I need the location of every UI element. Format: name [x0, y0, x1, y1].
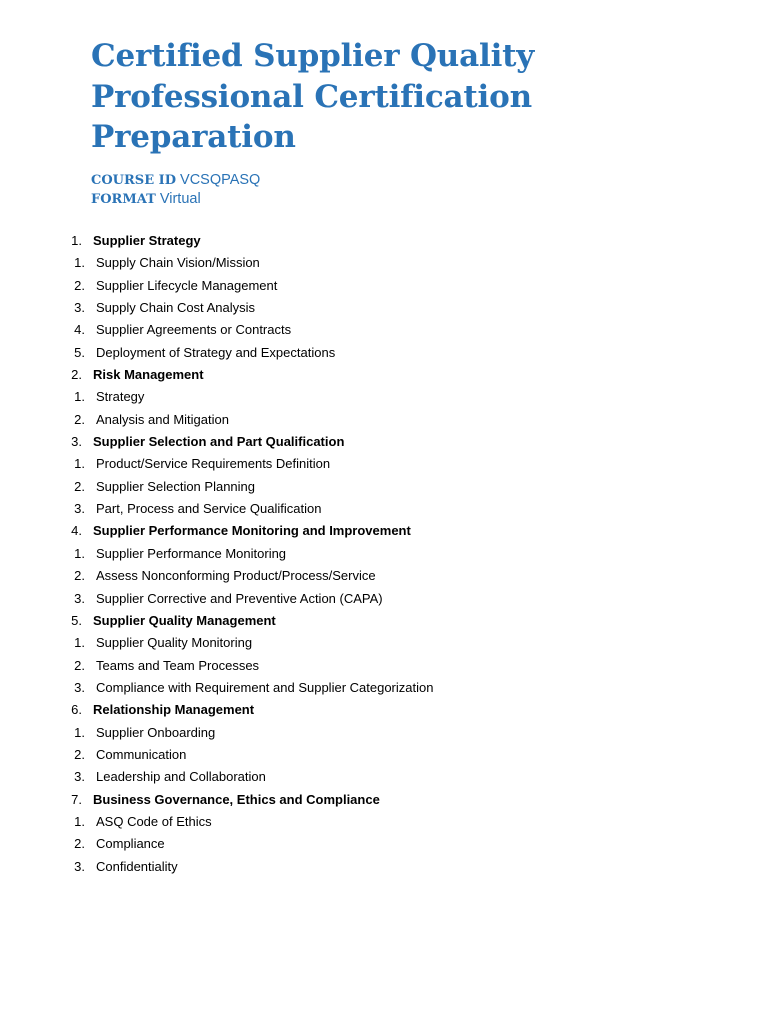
- section-number: 1.: [71, 233, 82, 248]
- item-text: Supplier Performance Monitoring: [96, 545, 287, 561]
- section-title: Supplier Selection and Part Qualification: [93, 434, 345, 450]
- item-number: 3.: [74, 858, 85, 874]
- item-number: 1.: [74, 456, 85, 472]
- list-item: [0, 275, 768, 297]
- item-text: Supplier Agreements or Contracts: [96, 322, 292, 338]
- section-title: Business Governance, Ethics and Compliance: [93, 791, 380, 807]
- section-heading: [0, 699, 768, 721]
- item-text: ASQ Code of Ethics: [96, 813, 212, 829]
- format-line: [91, 190, 260, 209]
- list-item: [0, 409, 768, 431]
- item-text: Assess Nonconforming Product/Process/Service: [96, 568, 376, 584]
- item-number: 2.: [74, 568, 85, 584]
- list-item: [0, 856, 768, 878]
- section-heading: [0, 520, 768, 542]
- section-title: Relationship Management: [93, 702, 255, 718]
- list-item: [0, 476, 768, 498]
- item-text: Supplier Corrective and Preventive Action (CAPA): [96, 590, 383, 606]
- section-title: Supplier Quality Management: [93, 612, 276, 628]
- list-item: [0, 297, 768, 319]
- item-number: 3.: [74, 501, 85, 517]
- item-text: Compliance: [96, 836, 165, 852]
- list-item: [0, 744, 768, 766]
- item-text: Analysis and Mitigation: [96, 411, 229, 427]
- list-item: [0, 498, 768, 520]
- item-number: 1.: [74, 389, 85, 405]
- item-text: Compliance with Requirement and Supplier Categorization: [96, 679, 434, 695]
- item-number: 1.: [74, 724, 85, 740]
- section-number: 2.: [71, 367, 82, 383]
- item-text: Supplier Quality Monitoring: [96, 635, 253, 651]
- item-text: Teams and Team Processes: [96, 657, 260, 673]
- item-text: Part, Process and Service Qualification: [96, 501, 322, 517]
- list-item: [0, 453, 768, 475]
- item-text: Supplier Selection Planning: [96, 478, 255, 494]
- section-heading: [0, 431, 768, 453]
- list-item: [0, 677, 768, 699]
- section-heading: [0, 364, 768, 386]
- item-text: Supplier Lifecycle Management: [96, 277, 278, 293]
- item-text: Supplier Onboarding: [96, 724, 216, 740]
- section-number: 3.: [71, 434, 82, 450]
- section-number: 6.: [71, 702, 82, 718]
- item-text: Confidentiality: [96, 858, 178, 874]
- section-title: Supplier Strategy: [93, 233, 201, 248]
- section-number: 5.: [71, 612, 82, 628]
- section-number: 7.: [71, 791, 82, 807]
- list-item: [0, 632, 768, 654]
- item-number: 2.: [74, 657, 85, 673]
- course-outline: [0, 230, 768, 878]
- item-number: 1.: [74, 635, 85, 651]
- list-item: [0, 811, 768, 833]
- list-item: [0, 588, 768, 610]
- section-heading: [0, 610, 768, 632]
- list-item: [0, 655, 768, 677]
- item-text: Deployment of Strategy and Expectations: [96, 344, 336, 360]
- section-heading: [0, 230, 768, 252]
- course-id-value: VCSQPASQ: [180, 172, 261, 188]
- format-label: FORMAT: [91, 192, 156, 207]
- item-number: 3.: [74, 769, 85, 785]
- section-title: Risk Management: [93, 367, 204, 383]
- item-number: 1.: [74, 813, 85, 829]
- item-number: 5.: [74, 344, 85, 360]
- list-item: [0, 766, 768, 788]
- list-item: [0, 252, 768, 274]
- item-text: Communication: [96, 746, 187, 762]
- course-id-line: [91, 171, 260, 190]
- section-number: 4.: [71, 523, 82, 539]
- item-number: 2.: [74, 478, 85, 494]
- item-number: 4.: [74, 322, 85, 338]
- item-text: Product/Service Requirements Definition: [96, 456, 331, 472]
- item-number: 1.: [74, 545, 85, 561]
- item-number: 2.: [74, 277, 85, 293]
- item-text: Strategy: [96, 389, 145, 405]
- item-number: 3.: [74, 679, 85, 695]
- list-item: [0, 565, 768, 587]
- course-id-label: COURSE ID: [91, 173, 176, 188]
- item-text: Supply Chain Vision/Mission: [96, 255, 260, 271]
- list-item: [0, 833, 768, 855]
- item-number: 3.: [74, 590, 85, 606]
- section-title: Supplier Performance Monitoring and Improvement: [93, 523, 411, 539]
- item-number: 2.: [74, 836, 85, 852]
- list-item: [0, 342, 768, 364]
- document-title: Certified Supplier Quality Professional Certification Preparation: [91, 38, 535, 155]
- item-text: Leadership and Collaboration: [96, 769, 266, 785]
- format-value: Virtual: [159, 191, 201, 207]
- course-meta: [91, 171, 260, 209]
- list-item: [0, 386, 768, 408]
- item-number: 1.: [74, 255, 85, 271]
- section-heading: [0, 789, 768, 811]
- list-item: [0, 722, 768, 744]
- list-item: [0, 319, 768, 341]
- item-number: 2.: [74, 411, 85, 427]
- item-number: 3.: [74, 300, 85, 316]
- list-item: [0, 543, 768, 565]
- item-text: Supply Chain Cost Analysis: [96, 300, 255, 316]
- item-number: 2.: [74, 746, 85, 762]
